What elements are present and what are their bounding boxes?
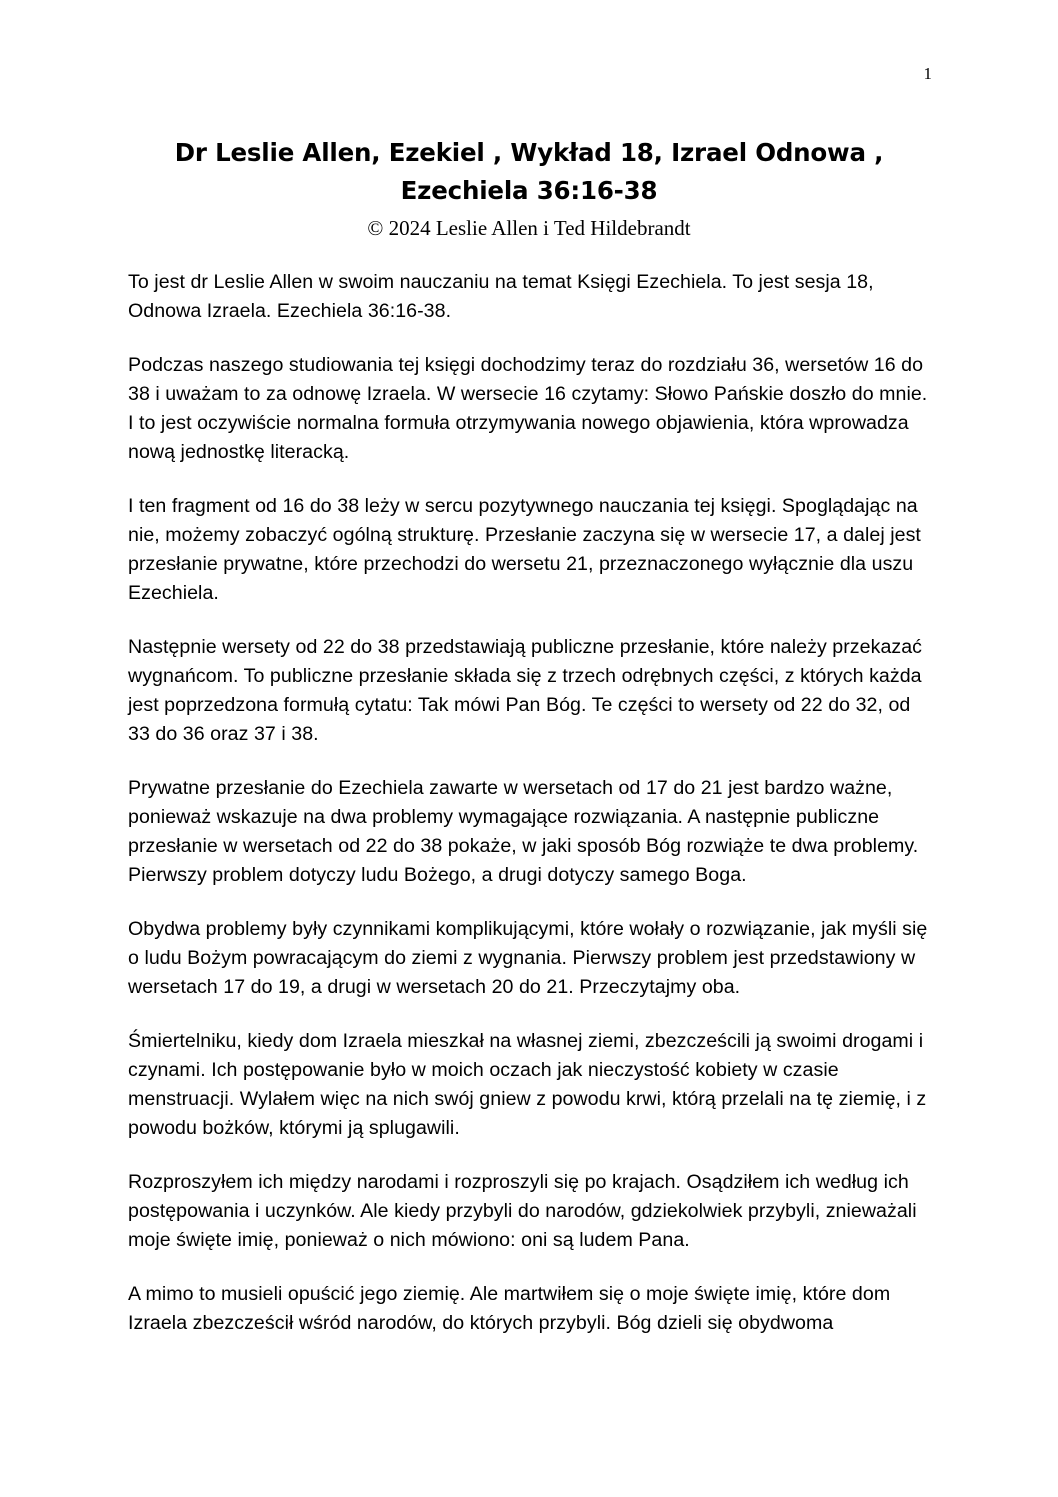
paragraph: Rozproszyłem ich między narodami i rozproszyli się po krajach. Osądziłem ich według ich postępowania i uczynków. Ale kiedy przybyli do narodów, gdziekolwiek przybyli, znieważali moje święte imię, ponieważ o nich mówiono: oni są ludem Pana. — [128, 1171, 917, 1251]
paragraph: Następnie wersety od 22 do 38 przedstawiają publiczne przesłanie, które należy przekazać wygnańcom. To publiczne przesłanie składa się z trzech odrębnych części, z których każda jest poprzedzona formułą cytatu: Tak mówi Pan Bóg. Te części to wersety od 22 do 32, od 33 do 36 oraz 37 i 38. — [128, 636, 923, 745]
paragraph: Śmiertelniku, kiedy dom Izraela mieszkał na własnej ziemi, zbezcześcili ją swoimi drogami i czynami. Ich postępowanie było w moich oczach jak nieczystość kobiety w czasie menstruacji. Wylałem więc na nich swój gniew z powodu krwi, którą przelali na tę ziemię, i z powodu bożków, którymi ją splugawili. — [128, 1030, 927, 1139]
paragraph: Podczas naszego studiowania tej księgi dochodzimy teraz do rozdziału 36, wersetów 16 do 38 i uważam to za odnowę Izraela. W wersecie 16 czytamy: Słowo Pańskie doszło do mnie. I to jest oczywiście normalna formuła otrzymywania nowego objawienia, która wprowadza nową jednostkę literacką. — [128, 354, 928, 463]
paragraph: I ten fragment od 16 do 38 leży w sercu pozytywnego nauczania tej księgi. Spoglądając na nie, możemy zobaczyć ogólną strukturę. Przesłanie zaczyna się w wersecie 17, a dalej jest przesłanie prywatne, które przechodzi do wersetu 21, przeznaczonego wyłącznie dla uszu Ezechiela. — [128, 495, 921, 604]
title-line-2: Ezechiela 36:16-38 — [400, 176, 658, 205]
paragraph: Prywatne przesłanie do Ezechiela zawarte w wersetach od 17 do 21 jest bardzo ważne, ponieważ wskazuje na dwa problemy wymagające rozwiązania. A następnie publiczne przesłanie w wersetach od 22 do 38 pokaże, w jaki sposób Bóg rozwiąże te dwa problemy. Pierwszy problem dotyczy ludu Bożego, a drugi dotyczy samego Boga. — [128, 777, 919, 886]
copyright-line: © 2024 Leslie Allen i Ted Hildebrandt — [367, 216, 691, 240]
paragraph: A mimo to musieli opuścić jego ziemię. Ale martwiłem się o moje święte imię, które dom Izraela zbezcześcił wśród narodów, do których przybyli. Bóg dzieli się obydwoma — [128, 1283, 891, 1334]
title-line-1: Dr Leslie Allen, Ezekiel , Wykład 18, Izrael Odnowa , — [174, 138, 884, 167]
document-title — [100, 134, 958, 210]
page-number: 1 — [923, 64, 932, 83]
paragraph: To jest dr Leslie Allen w swoim nauczaniu na temat Księgi Ezechiela. To jest sesja 18, Odnowa Izraela. Ezechiela 36:16-38. — [128, 271, 874, 322]
paragraph: Obydwa problemy były czynnikami komplikującymi, które wołały o rozwiązanie, jak myśli się o ludu Bożym powracającym do ziemi z wygnania. Pierwszy problem jest przedstawiony w wersetach 17 do 19, a drugi w wersetach 20 do 21. Przeczytajmy oba. — [128, 918, 928, 998]
document-body — [128, 268, 936, 1363]
